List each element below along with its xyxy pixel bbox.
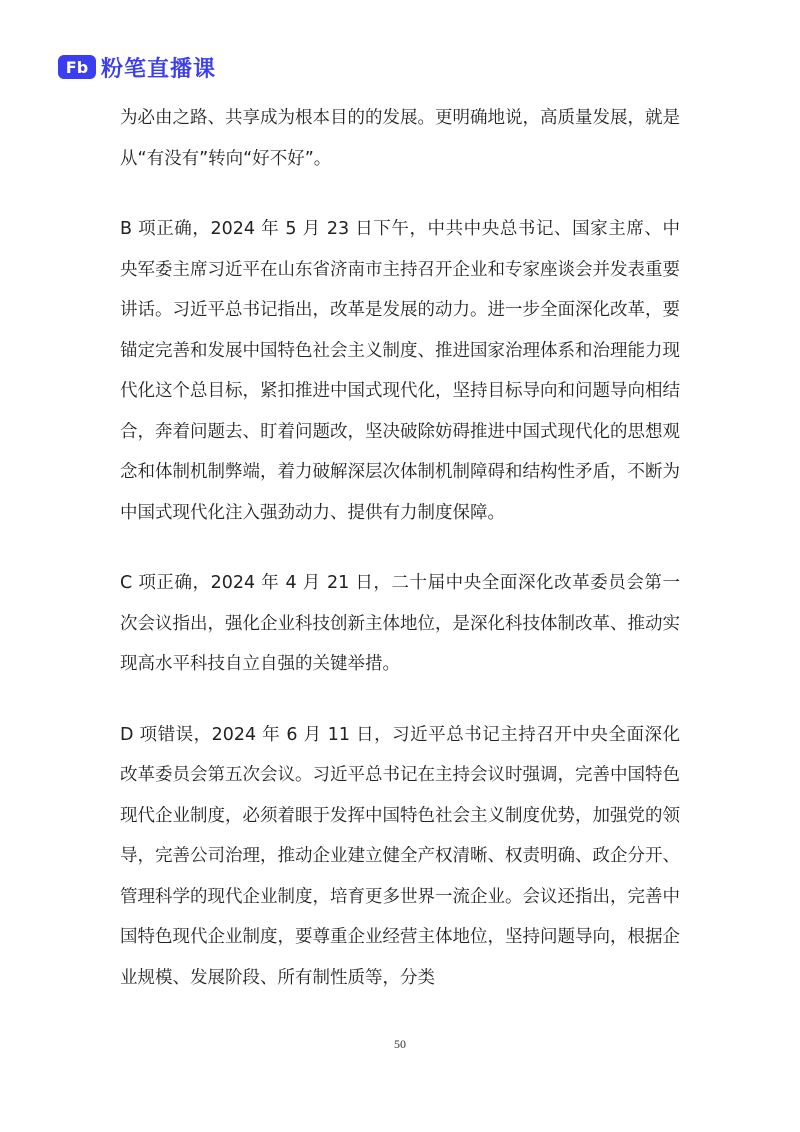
page-number: 50 [394,1037,406,1051]
paragraph-option-c: C 项正确，2024 年 4 月 21 日，二十届中央全面深化改革委员会第一次会议指出，强化企业科技创新主体地位，是深化科技体制改革、推动实现高水平科技自立自强的关键举措。 [120,573,680,674]
fenbi-logo-icon [57,52,97,82]
paragraph-continuation: 为必由之路、共享成为根本目的的发展。更明确地说，高质量发展，就是从“有没有”转向“好不好”。 [120,108,680,169]
document-body [120,98,680,998]
page-header [57,50,216,84]
paragraph-option-d: D 项错误，2024 年 6 月 11 日，习近平总书记主持召开中央全面深化改革委员会第五次会议。习近平总书记在主持会议时强调，完善中国特色现代企业制度，必须着眼于发挥中国特色社会主义制度优势，加强党的领导，完善公司治理，推动企业建立健全产权清晰、权责明确、政企分开、管理科学的现代企业制度，培育更多世界一流企业。会议还指出，完善中国特色现代企业制度，要尊重企业经营主体地位，坚持问题导向，根据企业规模、发展阶段、所有制性质等，分类 [120,724,680,988]
paragraph-option-b: B 项正确，2024 年 5 月 23 日下午，中共中央总书记、国家主席、中央军委主席习近平在山东省济南市主持召开企业和专家座谈会并发表重要讲话。习近平总书记指出，改革是发展的动力。进一步全面深化改革，要锚定完善和发展中国特色社会主义制度、推进国家治理体系和治理能力现代化这个总目标，紧扣推进中国式现代化，坚持目标导向和问题导向相结合，奔着问题去、盯着问题改，坚决破除妨碍推进中国式现代化的思想观念和体制机制弊端，着力破解深层次体制机制障碍和结构性矛盾，不断为中国式现代化注入强劲动力、提供有力制度保障。 [120,219,680,523]
brand-name: 粉笔直播课 [101,56,217,82]
logo-text: Fb [65,58,89,77]
